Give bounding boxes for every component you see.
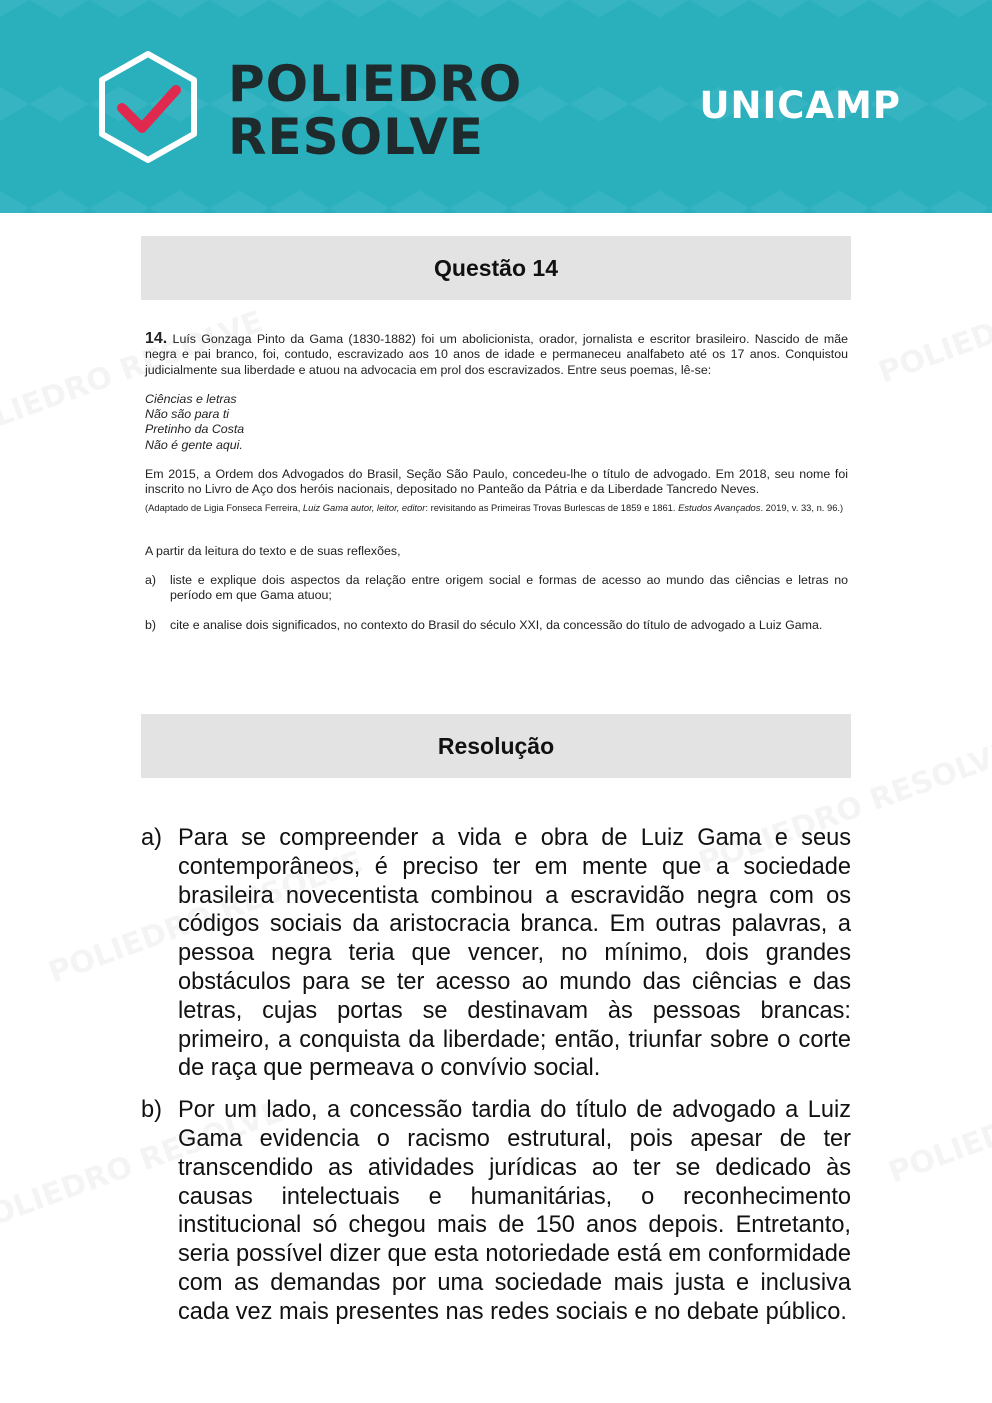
question-item-a: [145, 573, 848, 604]
brand-line-1: POLIEDRO: [228, 55, 523, 113]
item-text: cite e analise dois significados, no contexto do Brasil do século XXI, da concessão do título de advogado a Luiz Gama.: [170, 617, 823, 632]
poem-line: Não é gente aqui.: [145, 437, 243, 452]
check-hexagon-icon: [92, 48, 204, 166]
question-number: 14.: [145, 330, 168, 347]
question-body: [145, 331, 848, 633]
resolution-title-bar: Resolução: [141, 714, 851, 778]
poem-line: Ciências e letras: [145, 391, 237, 406]
watermark: [874, 244, 992, 390]
answer-label: a): [141, 825, 162, 851]
question-prompt: A partir da leitura do texto e de suas reflexões,: [145, 543, 401, 558]
item-label: b): [145, 617, 157, 632]
item-text: liste e explique dois aspectos da relação entre origem social e formas de acesso ao mundo das ciências e letras no período em que Gama atuou;: [170, 572, 848, 603]
source-prefix: (Adaptado de Ligia Fonseca Ferreira,: [145, 501, 303, 513]
brand-line-2: RESOLVE: [228, 108, 484, 166]
answer-label: b): [141, 1097, 162, 1124]
poem-line: Não são para ti: [145, 407, 230, 422]
question-title-bar: Questão 14: [141, 236, 851, 300]
question-item-b: [145, 618, 848, 633]
watermark: [884, 1044, 992, 1190]
question-paragraph-2: Em 2015, a Ordem dos Advogados do Brasil, Seção São Paulo, concedeu-lhe o título de advogado. Em 2018, seu nome foi inscrito no Livro de Aço dos heróis nacionais, depositado no Panteão da Pátria e da Liberdade Tancredo Neves.: [145, 467, 848, 497]
resolution-body: [141, 824, 851, 1340]
answer-text: Para se compreender a vida e obra de Luiz Gama e seus contemporâneos, é preciso ter em mente que a sociedade brasileira novecentista combinou a escravidão negra com os códigos sociais da aristocracia branca. Em outras palavras, a pessoa negra teria que vencer, no mínimo, dois grandes obstáculos para se ter acesso ao mundo das ciências e das letras, cujas portas se destinavam às pessoas brancas: primeiro, a conquista da liberdade; então, triunfar sobre o corte de raça que permeava o convívio social.: [178, 825, 851, 1082]
answer-a: [141, 824, 851, 1083]
source-middle: : revisitando as Primeiras Trovas Burlescas de 1859 e 1861.: [425, 501, 679, 513]
source-title: Luiz Gama autor, leitor, editor: [302, 501, 426, 513]
source-citation: [145, 502, 848, 514]
source-journal: Estudos Avançados: [678, 501, 761, 513]
source-suffix: . 2019, v. 33, n. 96.): [760, 501, 844, 513]
exam-name: UNICAMP: [699, 84, 901, 127]
brand-logo-text: [228, 55, 523, 166]
header-banner: [0, 0, 992, 213]
item-label: a): [145, 572, 157, 587]
poem-line: Pretinho da Costa: [145, 422, 245, 437]
answer-b: [141, 1096, 851, 1326]
question-intro-text: Luís Gonzaga Pinto da Gama (1830-1882) foi um abolicionista, orador, jornalista e escritor brasileiro. Nascido de mãe negra e pai branco, foi, contudo, escravizado aos 10 anos de idade e permaneceu analfabeto até os 17 anos. Conquistou judicialmente sua liberdade e atuou na advocacia em prol dos escravizados. Entre seus poemas, lê-se:: [145, 332, 849, 377]
answer-text: Por um lado, a concessão tardia do título de advogado a Luiz Gama evidencia o racismo estrutural, pois apesar de ter transcendido as atividades jurídicas ao ter se dedicado às causas intelectuais e humanitárias, o reconhecimento institucional só chegou mais de 150 anos depois. Entretanto, seria possível dizer que esta notoriedade está em conformidade com as demandas por uma sociedade mais justa e inclusiva cada vez mais presentes nas redes sociais e no debate público.: [178, 1097, 851, 1325]
question-intro: [145, 331, 848, 378]
poem: [145, 392, 848, 453]
